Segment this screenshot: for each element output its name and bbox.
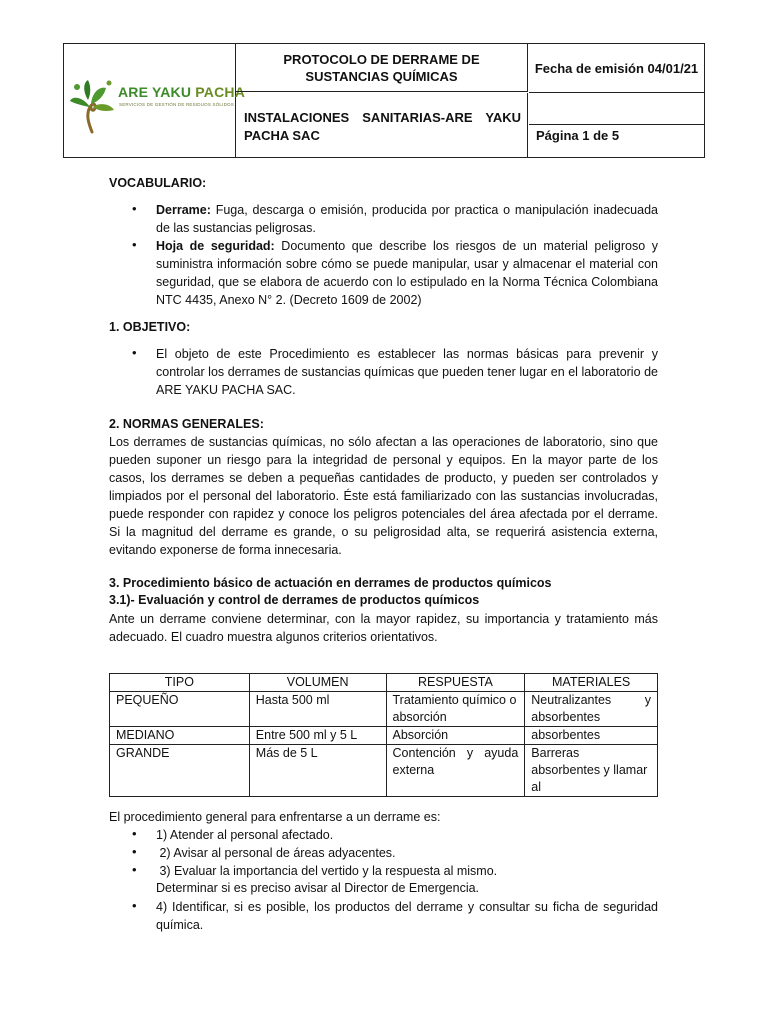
vocabulario-heading: VOCABULARIO: [109,176,207,190]
table-cell: PEQUEÑO [110,692,250,727]
procedimiento-intro: Ante un derrame conviene determinar, con la mayor rapidez, su importancia y tratamiento más adecuado. El cuadro muestra algunos criterios orientativos. [109,612,658,644]
installation-name: INSTALACIONES SANITARIAS-ARE YAKU PACHA SAC [236,93,528,157]
step-3-detail: Determinar si es preciso avisar al Director de Emergencia. [156,881,480,895]
step-1: 1) Atender al personal afectado. [156,828,334,842]
logo-cell [64,44,246,157]
normas-text: Los derrames de sustancias químicas, no sólo afectan a las operaciones de laboratorio, sino que pueden suponer un riesgo para la integridad de personal y equipos. En la mayor parte de los casos, los derrames se deben a pequeñas cantidades de producto, y pueden ser controlados y limpiados por el personal del laboratorio. Éste está familiarizado con las sustancias involucradas, puede responder con rapidez y conoce los peligros potenciales del área afectada por el derrame. Si la magnitud del derrame es grande, o su peligrosidad alta, se requerirá asistencia externa, evitando exponerse de forma innecesaria. [109,435,658,557]
table-cell: Entre 500 ml y 5 L [249,727,386,745]
table-row [110,727,658,745]
step-3: 3) Evaluar la importancia del vertido y la respuesta al mismo. [156,864,498,878]
issue-date: Fecha de emisión 04/01/21 [529,44,704,93]
table-header-row [110,674,658,692]
table-cell: GRANDE [110,745,250,797]
empty-cell [529,93,704,125]
document-header [63,43,705,158]
procedimiento-subheading: 3.1)- Evaluación y control de derrames de productos químicos [109,593,480,607]
objetivo-text: El objeto de este Procedimiento es establecer las normas básicas para prevenir y controlar los derrames de sustancias químicas que pueden tener lugar en el laboratorio de ARE YAKU PACHA SAC. [156,347,658,397]
criteria-table [109,673,658,797]
bullet-icon: • [132,844,137,859]
step-4: 4) Identificar, si es posible, los productos del derrame y consultar su ficha de seguridad química. [156,900,658,932]
company-logo [68,74,246,134]
table-cell: Neutralizantes y absorbentes [525,692,658,727]
objetivo-heading: 1. OBJETIVO: [109,320,191,334]
table-cell: Absorción [386,727,525,745]
table-header-cell: RESPUESTA [386,674,525,692]
table-cell: Hasta 500 ml [249,692,386,727]
page-number: Página 1 de 5 [536,128,620,143]
bullet-icon: • [132,345,137,360]
document-title: PROTOCOLO DE DERRAME DE SUSTANCIAS QUÍMICAS [236,44,528,92]
bullet-icon: • [132,826,137,841]
table-cell: Tratamiento químico o absorción [386,692,525,727]
procedimiento-heading: 3. Procedimiento básico de actuación en derrames de productos químicos [109,576,552,590]
table-cell: Barreras absorbentes y llamar al [525,745,658,797]
table-cell: MEDIANO [110,727,250,745]
table-cell: Contención y ayuda externa [386,745,525,797]
bullet-icon: • [132,237,137,252]
logo-tagline: SERVICIOS DE GESTIÓN DE RESIDUOS SÓLIDOS [119,102,234,107]
bullet-icon: • [132,898,137,913]
bullet-icon: • [132,201,137,216]
step-2: 2) Avisar al personal de áreas adyacentes. [156,846,396,860]
table-cell: Más de 5 L [249,745,386,797]
vocab-item-hoja-seguridad: Hoja de seguridad: Documento que describe los riesgos de un material peligroso y suministra información sobre cómo se puede manipular, usar y almacenar el material con seguridad, que se elabora de acuerdo con lo estipulado en la Norma Técnica Colombiana NTC 4435, Anexo N° 2. (Decreto 1609 de 2002) [156,239,658,307]
table-row [110,692,658,727]
normas-heading: 2. NORMAS GENERALES: [109,417,264,431]
table-cell: absorbentes [525,727,658,745]
table-header-cell: MATERIALES [525,674,658,692]
table-row [110,745,658,797]
logo-wordmark: ARE YAKU PACHA [118,84,246,100]
general-intro: El procedimiento general para enfrentarse a un derrame es: [109,810,441,824]
table-header-cell: TIPO [110,674,250,692]
vocab-item-derrame: Derrame: Fuga, descarga o emisión, producida por practica o manipulación inadecuada de las sustancias peligrosas. [156,203,658,235]
bullet-icon: • [132,862,137,877]
table-header-cell: VOLUMEN [249,674,386,692]
sprout-icon [68,74,118,134]
